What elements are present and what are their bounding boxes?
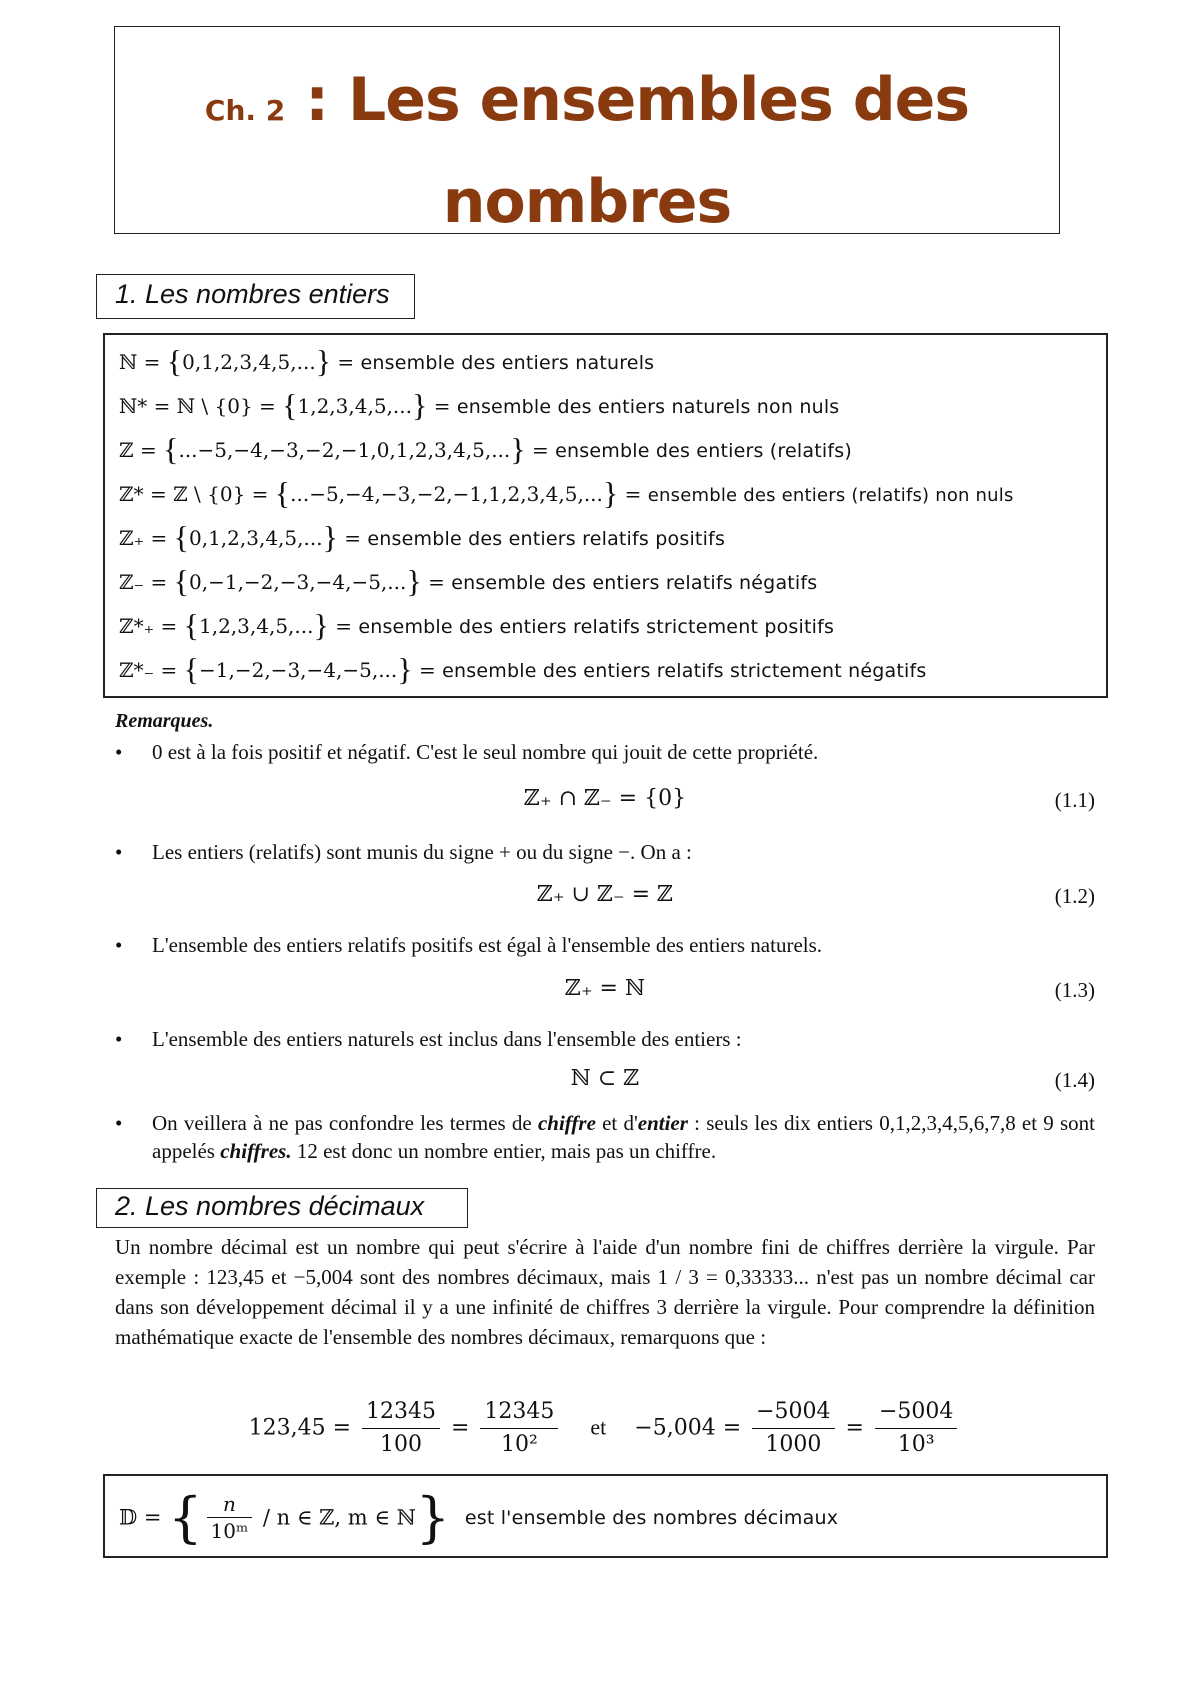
remarques-label: Remarques. bbox=[115, 710, 214, 732]
decimal-intro-paragraph: Un nombre décimal est un nombre qui peut s'écrire à l'aide d'un nombre fini de chiffres derrière la virgule. Par exemple : 123,45 et −5,004 sont des nombres décimaux, mais 1 / 3 = 0,33333... n'est pas un nombre décimal car dans son développement décimal il y a une infinité de chiffres 3 derrière la virgule. Pour comprendre la définition mathématique exacte de l'ensemble des nombres décimaux, remarquons que : bbox=[115, 1235, 1095, 1349]
definition-line: ℤ₋ = {0,−1,−2,−3,−4,−5,...} = ensemble des entiers relatifs négatifs bbox=[119, 563, 818, 599]
chapter-title-line1 bbox=[115, 65, 1059, 135]
fraction-denominator: 10² bbox=[501, 1432, 538, 1457]
definition-eq: = bbox=[421, 570, 452, 594]
example-lhs-b: −5,004 = bbox=[634, 1415, 742, 1441]
remark-bullet bbox=[115, 1025, 1095, 1053]
definition-description: ensemble des entiers naturels non nuls bbox=[456, 396, 840, 418]
fraction-numerator: 12345 bbox=[480, 1396, 558, 1429]
section2-heading-text: 2. Les nombres décimaux bbox=[115, 1191, 425, 1221]
remark-bullet bbox=[115, 738, 1095, 766]
fraction bbox=[875, 1396, 957, 1461]
definition-eq: = bbox=[525, 438, 556, 462]
definition-lhs: ℤ = bbox=[119, 438, 164, 462]
definition-lhs: ℕ* = ℕ \ {0} = bbox=[119, 394, 283, 418]
remark-text: L'ensemble des entiers relatifs positifs est égal à l'ensemble des entiers naturels. bbox=[152, 933, 823, 957]
equation-expression: ℤ₊ = ℕ bbox=[564, 976, 646, 1001]
fraction bbox=[362, 1396, 440, 1461]
bullet-icon: • bbox=[115, 740, 123, 764]
remark-text-part: : seuls les dix entiers 0,1,2,3,4,5,6,7,8 et 9 sont appelés bbox=[152, 1111, 1095, 1163]
definition-set: ...−5,−4,−3,−2,−1,0,1,2,3,4,5,... bbox=[178, 438, 511, 462]
section2-heading bbox=[96, 1188, 468, 1228]
definition-lhs: ℤ₋ = bbox=[119, 570, 174, 594]
remark-bullet bbox=[115, 838, 1095, 866]
fraction-denominator: 10ᵐ bbox=[210, 1519, 249, 1543]
bullet-icon: • bbox=[115, 933, 123, 957]
definition-line: ℕ = {0,1,2,3,4,5,...} = ensemble des entiers naturels bbox=[119, 343, 655, 379]
definition-description: est l'ensemble des nombres décimaux bbox=[464, 1506, 839, 1529]
definition-line: ℤ*₋ = {−1,−2,−3,−4,−5,...} = ensemble des entiers relatifs strictement négatifs bbox=[119, 651, 927, 687]
bullet-icon: • bbox=[115, 1111, 123, 1135]
equation-number: (1.1) bbox=[1054, 788, 1095, 812]
definition-lhs: ℤ₊ = bbox=[119, 526, 174, 550]
bullet-icon: • bbox=[115, 1027, 123, 1051]
remark-text: L'ensemble des entiers naturels est inclus dans l'ensemble des entiers : bbox=[152, 1027, 742, 1051]
definition-eq: = bbox=[328, 614, 359, 638]
equation-number: (1.2) bbox=[1054, 884, 1095, 908]
section1-heading bbox=[96, 274, 415, 319]
definition-lhs: ℤ* = ℤ \ {0} = bbox=[119, 482, 275, 506]
definition-set: ...−5,−4,−3,−2,−1,1,2,3,4,5,... bbox=[290, 482, 603, 506]
remark-text: Les entiers (relatifs) sont munis du signe + ou du signe −. On a : bbox=[152, 840, 692, 864]
fraction bbox=[480, 1396, 558, 1461]
equation-row bbox=[115, 970, 1095, 1010]
definition-description: ensemble des entiers relatifs positifs bbox=[367, 528, 726, 550]
definition-line: ℤ*₊ = {1,2,3,4,5,...} = ensemble des entiers relatifs strictement positifs bbox=[119, 607, 835, 643]
definition-lhs: ℤ*₊ = bbox=[119, 614, 184, 638]
definition-lhs: ℤ*₋ = bbox=[119, 658, 184, 682]
definition-set: 1,2,3,4,5,... bbox=[199, 614, 314, 638]
definition-set: 0,−1,−2,−3,−4,−5,... bbox=[189, 570, 407, 594]
definition-eq: = bbox=[331, 350, 361, 374]
fraction-numerator: −5004 bbox=[875, 1396, 957, 1429]
definition-eq: = bbox=[412, 658, 443, 682]
equation-expression: ℕ ⊂ ℤ bbox=[570, 1066, 640, 1091]
term-chiffres: chiffres. bbox=[220, 1139, 292, 1163]
remark-text bbox=[152, 1109, 1095, 1165]
decimal-definition-box bbox=[103, 1474, 1108, 1558]
equation-expression: ℤ₊ ∩ ℤ₋ = {0} bbox=[523, 786, 687, 811]
equation-row bbox=[115, 780, 1095, 820]
definition-description: ensemble des entiers relatifs strictement négatifs bbox=[442, 660, 927, 682]
example-lhs-a: 123,45 = bbox=[248, 1415, 351, 1441]
definition-description: ensemble des entiers relatifs strictement positifs bbox=[358, 616, 835, 638]
section1-heading-text: 1. Les nombres entiers bbox=[115, 279, 390, 309]
definition-description: ensemble des entiers (relatifs) bbox=[555, 440, 852, 462]
equation-expression: ℤ₊ ∪ ℤ₋ = ℤ bbox=[536, 882, 674, 907]
fraction-numerator: −5004 bbox=[752, 1396, 834, 1429]
term-entier: entier bbox=[637, 1111, 688, 1135]
definition-line: ℤ* = ℤ \ {0} = {...−5,−4,−3,−2,−1,1,2,3,4,5,...} = ensemble des entiers (relatifs) non nuls bbox=[119, 475, 1014, 511]
remark-text: 0 est à la fois positif et négatif. C'est le seul nombre qui jouit de cette propriété. bbox=[152, 740, 819, 764]
definition-line: ℕ* = ℕ \ {0} = {1,2,3,4,5,...} = ensemble des entiers naturels non nuls bbox=[119, 387, 840, 423]
definition-eq: = bbox=[618, 482, 648, 506]
remark-text-part: et d' bbox=[595, 1111, 638, 1135]
equation-row bbox=[115, 1060, 1095, 1100]
remark-text-part: 12 est donc un nombre entier, mais pas un chiffre. bbox=[291, 1139, 717, 1163]
definition-set: −1,−2,−3,−4,−5,... bbox=[199, 658, 398, 682]
definition-line: ℤ = {...−5,−4,−3,−2,−1,0,1,2,3,4,5,...} = ensemble des entiers (relatifs) bbox=[119, 431, 852, 467]
definition-condition: / n ∈ ℤ, m ∈ ℕ bbox=[256, 1505, 416, 1530]
definition-eq: = bbox=[337, 526, 368, 550]
integer-sets-definition-box bbox=[103, 333, 1108, 698]
chapter-title-box bbox=[114, 26, 1060, 237]
fraction-denominator: 100 bbox=[380, 1432, 422, 1457]
chapter-number: Ch. 2 bbox=[204, 94, 286, 127]
decimal-example-equation: 123,45 = $\frac{12345}{100}$ = $\frac{12345}{\text{10²}}$ et −5,004 = $\frac{-5004}{1000}$ = $\frac{-5004}{\text{10³}}$ bbox=[115, 1396, 1095, 1461]
fraction bbox=[207, 1491, 253, 1544]
definition-lhs: 𝔻 = bbox=[119, 1505, 169, 1530]
equation-number: (1.4) bbox=[1054, 1068, 1095, 1092]
remark-bullet bbox=[115, 931, 1095, 959]
fraction-numerator: 12345 bbox=[362, 1396, 440, 1429]
definition-description: ensemble des entiers relatifs négatifs bbox=[451, 572, 818, 594]
fraction bbox=[752, 1396, 834, 1461]
definition-set: 0,1,2,3,4,5,... bbox=[189, 526, 323, 550]
definition-line: ℤ₊ = {0,1,2,3,4,5,...} = ensemble des entiers relatifs positifs bbox=[119, 519, 726, 555]
chapter-title-text: : Les ensembles des bbox=[285, 65, 970, 135]
bullet-icon: • bbox=[115, 840, 123, 864]
remark-text-part: On veillera à ne pas confondre les termes de bbox=[152, 1111, 538, 1135]
decimal-definition: 𝔻 = { $\frac{n}{\text{10ᵐ}}$ / n ∈ ℤ, m ∈ ℕ} est l'ensemble des nombres décimaux bbox=[119, 1486, 839, 1549]
definition-description: ensemble des entiers naturels bbox=[360, 352, 655, 374]
definition-set: 1,2,3,4,5,... bbox=[297, 394, 412, 418]
definition-set: 0,1,2,3,4,5,... bbox=[182, 350, 316, 374]
equation-row bbox=[115, 876, 1095, 916]
equation-number: (1.3) bbox=[1054, 978, 1095, 1002]
chapter-title-line2: nombres bbox=[442, 167, 732, 237]
fraction-denominator: 1000 bbox=[765, 1432, 822, 1457]
remark-bullet bbox=[115, 1109, 1095, 1167]
fraction-numerator: n bbox=[207, 1491, 253, 1518]
definition-lhs: ℕ = bbox=[119, 350, 167, 374]
term-chiffre: chiffre bbox=[537, 1111, 596, 1135]
definition-eq: = bbox=[427, 394, 457, 418]
example-conjunction: et bbox=[590, 1414, 607, 1440]
definition-description: ensemble des entiers (relatifs) non nuls bbox=[647, 485, 1014, 506]
fraction-denominator: 10³ bbox=[897, 1432, 935, 1457]
